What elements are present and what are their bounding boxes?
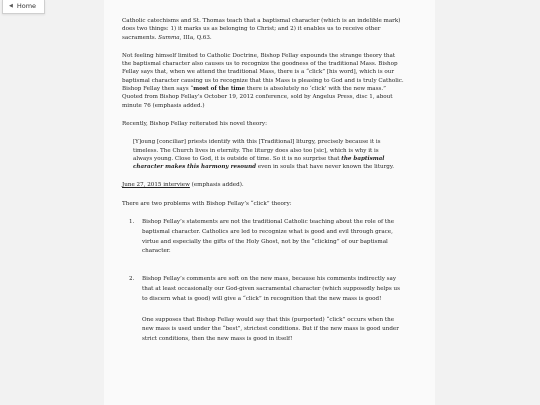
problems-list bbox=[122, 218, 404, 345]
back-arrow-icon: ◀ bbox=[9, 3, 13, 9]
list-item-text: Bishop Fellay’s comments are soft on the new mass, because his comments indirectly say that at least occasionally our God-given sacramental character (which supposedly helps us to discern what is good) will give a “click” in recognition that the new mass is good! bbox=[142, 276, 401, 302]
list-item bbox=[122, 275, 404, 345]
paragraph-catechism: Catholic catechisms and St. Thomas teach that a baptismal character (which is an indelible mark) does two things: 1) it marks us as belonging to Christ; and 2) it enables us to receive other sacraments. Summa, IIIa, Q.63. bbox=[122, 18, 401, 41]
paragraph-reiterated: Recently, Bishop Fellay reiterated his novel theory: bbox=[122, 120, 267, 127]
list-number: 2. bbox=[129, 276, 135, 283]
paragraph-fellay-theory: Not feeling himself limited to Catholic Doctrine, Bishop Fellay expounds the strange theory that the baptismal character also causes us to recognize the goodness of the traditional Mass. Bishop Fellay says that, when we attend the traditional Mass, there is a “click” [his word], which is our baptismal character causing us to recognize that this Mass is pleasing to God and is truly Catholic. Bishop Fellay then says “most of the time there is absolutely no ‘click’ with the new mass.” Quoted from Bishop Fellay’s October 19, 2012 conference, sold by Angelus Press, disc 1, about minute 76 (emphasis added.) bbox=[122, 52, 404, 109]
interview-link[interactable]: June 27, 2015 interview bbox=[122, 182, 190, 189]
list-item bbox=[122, 218, 404, 257]
home-button-label: Home bbox=[16, 2, 37, 10]
interview-citation: June 27, 2015 interview (emphasis added). bbox=[122, 182, 244, 189]
article-body bbox=[122, 17, 404, 363]
paragraph-two-problems: There are two problems with Bishop Fellay’s “click” theory: bbox=[122, 200, 292, 207]
emphasis-most-of-the-time: most of the time bbox=[193, 86, 246, 93]
block-quote: [Y]oung [conciliar] priests identify with this [Traditional] liturgy, precisely because it is timeless. The Church lives in eternity. The liturgy does also too [sic], which is why it is always young. Close to God, it is outside of time. So it is no surprise that the baptismal character makes this harmony resound even in souls that have never known the liturgy. bbox=[133, 139, 395, 171]
summa-citation: Summa, bbox=[158, 34, 182, 41]
quote-emphasis: the baptismal character makes this harmony resound bbox=[133, 155, 385, 171]
list-number: 1. bbox=[129, 219, 135, 226]
article-page bbox=[104, 0, 435, 405]
home-button[interactable] bbox=[2, 0, 45, 14]
list-item-text: One supposes that Bishop Fellay would say that this (purported) “click” occurs when the new mass is used under the “best”, strictest conditions. But if the new mass is good under strict conditions, then the new mass is good in itself! bbox=[142, 316, 399, 343]
list-item-text: Bishop Fellay’s statements are not the traditional Catholic teaching about the role of the baptismal character. Catholics are led to recognize what is good and evil through grace, virtue and especially the gifts of the Holy Ghost, not by the “clicking” of our baptismal character. bbox=[142, 219, 395, 255]
